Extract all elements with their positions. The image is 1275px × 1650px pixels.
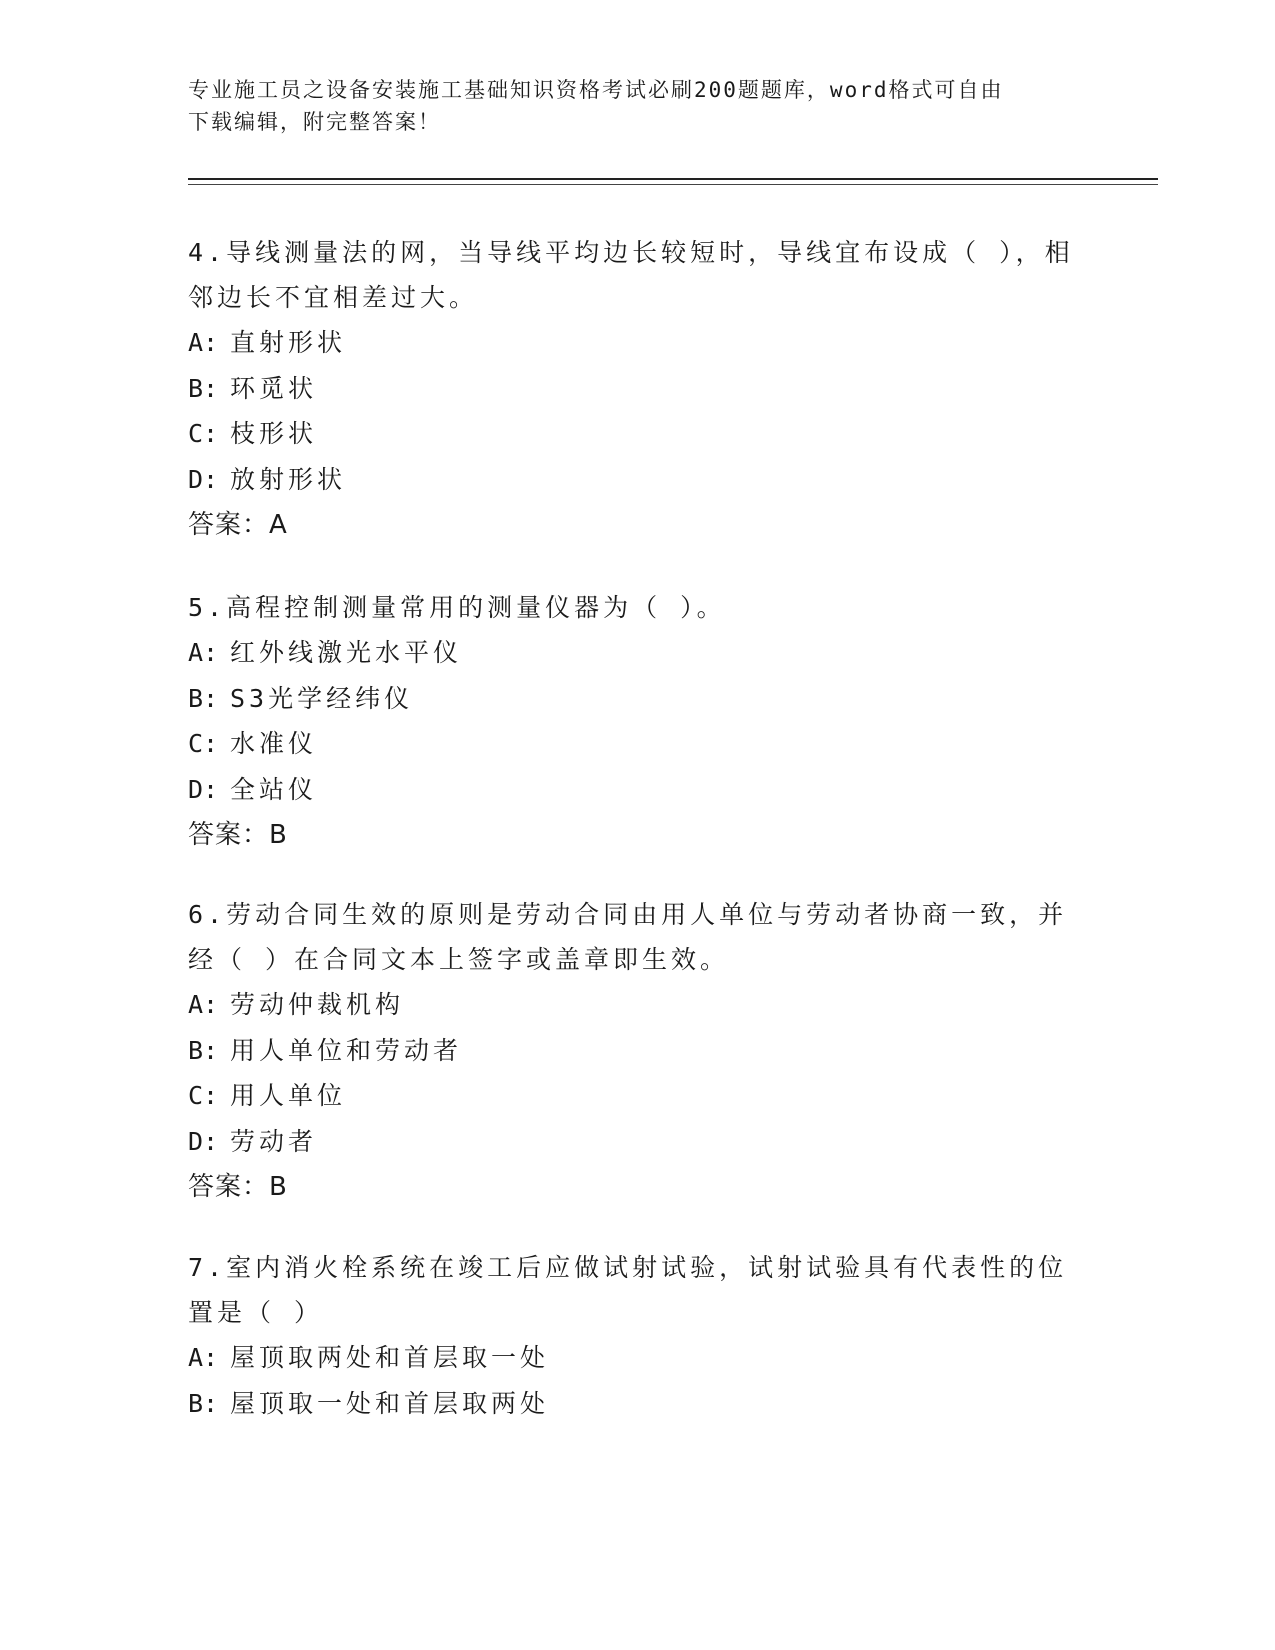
question-5 <box>188 585 1088 858</box>
option-letter: A: <box>188 990 219 1019</box>
option-letter: A: <box>188 1343 219 1372</box>
question-4 <box>188 230 1088 548</box>
question-stem-line: 4.导线测量法的网，当导线平均边长较短时，导线宜布设成（ ），相 <box>188 238 1074 267</box>
question-stem-line: 置是（ ） <box>188 1298 324 1327</box>
option-letter: D: <box>188 1126 219 1156</box>
option-d <box>188 457 1088 503</box>
option-text: 屋顶取一处和首层取两处 <box>230 1388 550 1418</box>
option-a <box>188 320 1088 366</box>
option-text: 用人单位和劳动者 <box>230 1035 463 1065</box>
option-letter: B: <box>188 1035 219 1065</box>
question-7 <box>188 1245 1088 1426</box>
option-text: 劳动者 <box>230 1126 318 1156</box>
option-letter: A: <box>188 638 219 667</box>
option-a <box>188 630 1088 676</box>
answer-line: 答案：B <box>188 1172 288 1202</box>
option-text: 放射形状 <box>230 464 347 494</box>
option-text: 红外线激光水平仪 <box>230 638 463 667</box>
question-stem-line: 7.室内消火栓系统在竣工后应做试射试验，试射试验具有代表性的位 <box>188 1253 1068 1282</box>
option-letter: C: <box>188 1081 219 1110</box>
option-letter: D: <box>188 464 219 494</box>
option-c <box>188 721 1088 767</box>
option-c <box>188 411 1088 457</box>
header-line-1: 专业施工员之设备安装施工基础知识资格考试必刷200题题库，word格式可自由 <box>188 78 1004 102</box>
option-b <box>188 676 1088 722</box>
answer-line: 答案：B <box>188 820 288 850</box>
option-text: 环觅状 <box>230 373 318 403</box>
option-text: 水准仪 <box>230 729 318 758</box>
header-divider-thin <box>188 184 1158 185</box>
option-text: S3光学经纬仪 <box>230 683 414 713</box>
option-b <box>188 366 1088 412</box>
option-text: 劳动仲裁机构 <box>230 990 405 1019</box>
option-text: 用人单位 <box>230 1081 347 1110</box>
answer-line: 答案：A <box>188 510 288 540</box>
option-text: 直射形状 <box>230 328 347 357</box>
question-stem-line: 5.高程控制测量常用的测量仪器为（ ）。 <box>188 593 726 622</box>
option-d <box>188 1119 1088 1165</box>
option-text: 全站仪 <box>230 774 318 804</box>
option-c <box>188 1073 1088 1119</box>
option-letter: B: <box>188 1388 219 1418</box>
header-divider-thick <box>188 178 1158 180</box>
option-a <box>188 982 1088 1028</box>
header-line-2: 下载编辑，附完整答案！ <box>188 110 441 134</box>
option-text: 枝形状 <box>230 419 318 448</box>
question-stem-line: 经（ ）在合同文本上签字或盖章即生效。 <box>188 945 730 974</box>
option-letter: B: <box>188 373 219 403</box>
document-header <box>188 74 1088 138</box>
option-b <box>188 1028 1088 1074</box>
option-letter: C: <box>188 419 219 448</box>
option-letter: B: <box>188 683 219 713</box>
question-stem-line: 6.劳动合同生效的原则是劳动合同由用人单位与劳动者协商一致，并 <box>188 900 1068 929</box>
option-d <box>188 767 1088 813</box>
question-6 <box>188 892 1088 1210</box>
option-letter: D: <box>188 774 219 804</box>
question-stem-line: 邻边长不宜相差过大。 <box>188 283 479 312</box>
option-letter: C: <box>188 729 219 758</box>
option-a <box>188 1335 1088 1381</box>
option-b <box>188 1381 1088 1427</box>
option-text: 屋顶取两处和首层取一处 <box>230 1343 550 1372</box>
option-letter: A: <box>188 328 219 357</box>
